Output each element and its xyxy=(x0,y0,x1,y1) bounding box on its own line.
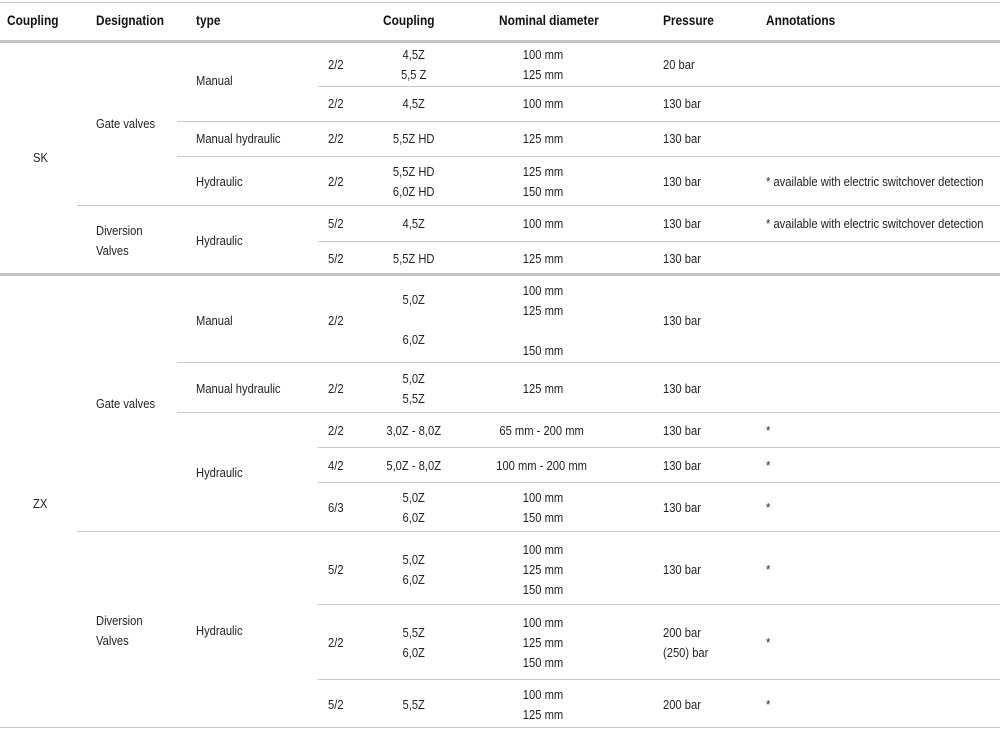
diameter-value: 150 mm xyxy=(522,510,564,525)
sk-row3-pressure: 130 bar xyxy=(663,131,701,146)
zx-row3-type: Hydraulic xyxy=(196,465,243,480)
sk-row5-diameter xyxy=(500,214,586,234)
zx-row8-coupling xyxy=(375,695,452,715)
zx-row3-pressure: 130 bar xyxy=(663,423,701,438)
header-pressure: Pressure xyxy=(663,13,714,28)
sk-row5-coupling xyxy=(375,214,452,234)
row-divider xyxy=(318,482,1000,483)
coupling-value: 5,5Z HD xyxy=(392,251,435,266)
sk-row6-pressure: 130 bar xyxy=(663,251,701,266)
diameter-value: 125 mm xyxy=(522,303,564,318)
zx-diversion-line1: Diversion xyxy=(96,613,143,628)
sk-diversion-line1: Diversion xyxy=(96,223,143,238)
zx-row1-ways: 2/2 xyxy=(328,313,344,328)
diameter-value: 125 mm xyxy=(522,707,564,722)
coupling-value: 3,0Z - 8,0Z xyxy=(386,423,442,438)
zx-row5-ways: 6/3 xyxy=(328,500,344,515)
coupling-value: 5,5Z HD xyxy=(392,131,435,146)
coupling-value: 5,0Z xyxy=(402,490,425,505)
diameter-value: 65 mm - 200 mm xyxy=(499,423,584,438)
sk-diversion-valves xyxy=(96,221,143,261)
zx-row6-diameter xyxy=(500,540,586,600)
coupling-value: 6,0Z xyxy=(402,332,425,347)
zx-row7-diameter xyxy=(500,613,586,673)
sk-row1-ways: 2/2 xyxy=(328,57,344,72)
zx-row5-annotation: * xyxy=(766,500,771,515)
coupling-value: 5,0Z xyxy=(402,552,425,567)
zx-diversion-line2: Valves xyxy=(96,633,129,648)
coupling-value: 5,0Z xyxy=(402,371,425,386)
top-border xyxy=(0,2,1000,3)
coupling-value: 5,0Z xyxy=(402,292,425,307)
header-designation: Designation xyxy=(96,13,164,28)
zx-row1-coupling xyxy=(375,290,452,350)
zx-row6-pressure: 130 bar xyxy=(663,562,701,577)
sk-row6-ways: 5/2 xyxy=(328,251,344,266)
diameter-value: 150 mm xyxy=(522,655,564,670)
zx-row2-ways: 2/2 xyxy=(328,381,344,396)
row-divider xyxy=(318,679,1000,680)
sk-row2-diameter xyxy=(500,94,586,114)
header-divider xyxy=(0,40,1000,43)
diameter-value: 125 mm xyxy=(522,635,564,650)
header-coupling: Coupling xyxy=(7,13,59,28)
sk-row3-diameter xyxy=(500,129,586,149)
zx-row5-pressure: 130 bar xyxy=(663,500,701,515)
zx-row3-ways: 2/2 xyxy=(328,423,344,438)
zx-row1-pressure: 130 bar xyxy=(663,313,701,328)
diameter-value: 125 mm xyxy=(522,164,564,179)
bottom-border xyxy=(0,727,1000,728)
zx-row8-diameter xyxy=(500,685,586,725)
zx-row4-ways: 4/2 xyxy=(328,458,344,473)
coupling-value: 4,5Z xyxy=(402,47,425,62)
header-nominal-diameter: Nominal diameter xyxy=(499,13,599,28)
sk-row4-type: Hydraulic xyxy=(196,174,243,189)
zx-row5-coupling xyxy=(375,488,452,528)
sk-row3-type: Manual hydraulic xyxy=(196,131,281,146)
coupling-value: 6,0Z HD xyxy=(392,184,435,199)
zx-row8-ways: 5/2 xyxy=(328,697,344,712)
diameter-value: 125 mm xyxy=(522,381,564,396)
zx-row7-ways: 2/2 xyxy=(328,635,344,650)
row-divider xyxy=(177,121,1000,122)
coupling-value: 4,5Z xyxy=(402,216,425,231)
sk-gate-valves: Gate valves xyxy=(96,116,156,131)
diameter-value: 125 mm xyxy=(522,131,564,146)
row-divider xyxy=(318,241,1000,242)
sk-row5-type: Hydraulic xyxy=(196,233,243,248)
zx-row6-ways: 5/2 xyxy=(328,562,344,577)
row-divider xyxy=(318,604,1000,605)
sk-coupling: SK xyxy=(33,150,48,165)
sk-row5-annotation: * available with electric switchover detection xyxy=(766,216,984,231)
zx-row7-annotation: * xyxy=(766,635,771,650)
zx-row5-diameter xyxy=(500,488,586,528)
coupling-value: 5,5Z xyxy=(402,625,425,640)
row-divider xyxy=(177,362,1000,363)
zx-row3-annotation: * xyxy=(766,423,771,438)
coupling-value: 5,5Z xyxy=(402,391,425,406)
diameter-value: 100 mm xyxy=(522,96,564,111)
diameter-value: 100 mm xyxy=(522,216,564,231)
sk-row2-coupling xyxy=(375,94,452,114)
zx-row6-type: Hydraulic xyxy=(196,623,243,638)
sk-row4-coupling xyxy=(375,162,452,202)
zx-row4-annotation: * xyxy=(766,458,771,473)
sk-row1-type: Manual xyxy=(196,73,233,88)
pressure-value: (250) bar xyxy=(663,645,709,660)
zx-row3-diameter xyxy=(490,421,593,441)
header-type: type xyxy=(196,13,221,28)
sk-row1-diameter xyxy=(500,45,586,85)
coupling-value: 6,0Z xyxy=(402,572,425,587)
sk-row5-pressure: 130 bar xyxy=(663,216,701,231)
sk-row2-ways: 2/2 xyxy=(328,96,344,111)
diameter-value: 100 mm - 200 mm xyxy=(496,458,587,473)
row-divider xyxy=(77,531,1000,532)
header-annotations: Annotations xyxy=(766,13,836,28)
row-divider xyxy=(318,86,1000,87)
sk-row2-pressure: 130 bar xyxy=(663,96,701,111)
sk-row1-coupling xyxy=(375,45,452,85)
header-coupling-size: Coupling xyxy=(383,13,435,28)
coupling-value: 5,5 Z xyxy=(400,67,427,82)
zx-row8-pressure: 200 bar xyxy=(663,697,701,712)
diameter-value: 150 mm xyxy=(522,343,564,358)
sk-row1-pressure: 20 bar xyxy=(663,57,695,72)
zx-row6-coupling xyxy=(375,550,452,590)
zx-gate-valves: Gate valves xyxy=(96,396,156,411)
zx-row2-coupling xyxy=(375,369,452,409)
diameter-value: 100 mm xyxy=(522,615,564,630)
row-divider xyxy=(177,156,1000,157)
diameter-value: 100 mm xyxy=(522,283,564,298)
row-divider xyxy=(318,447,1000,448)
zx-row4-diameter xyxy=(490,456,593,476)
coupling-value: 5,0Z - 8,0Z xyxy=(386,458,442,473)
sk-row3-coupling xyxy=(375,129,452,149)
zx-row2-pressure: 130 bar xyxy=(663,381,701,396)
zx-row1-type: Manual xyxy=(196,313,233,328)
zx-diversion-valves xyxy=(96,611,143,651)
sk-row6-coupling xyxy=(375,249,452,269)
pressure-value: 200 bar xyxy=(663,625,701,640)
diameter-value: 150 mm xyxy=(522,184,564,199)
section-divider xyxy=(0,273,1000,276)
diameter-value: 100 mm xyxy=(522,47,564,62)
sk-row4-ways: 2/2 xyxy=(328,174,344,189)
zx-row2-type: Manual hydraulic xyxy=(196,381,281,396)
diameter-value: 125 mm xyxy=(522,562,564,577)
sk-row4-pressure: 130 bar xyxy=(663,174,701,189)
row-divider xyxy=(177,412,1000,413)
coupling-value: 5,5Z xyxy=(402,697,425,712)
diameter-value: 100 mm xyxy=(522,542,564,557)
diameter-value: 150 mm xyxy=(522,582,564,597)
zx-row6-annotation: * xyxy=(766,562,771,577)
zx-row7-pressure xyxy=(663,623,708,663)
sk-row4-diameter xyxy=(500,162,586,202)
diameter-value: 100 mm xyxy=(522,490,564,505)
zx-coupling: ZX xyxy=(33,496,48,511)
diameter-value: 125 mm xyxy=(522,67,564,82)
sk-row5-ways: 5/2 xyxy=(328,216,344,231)
sk-row3-ways: 2/2 xyxy=(328,131,344,146)
zx-row1-diameter xyxy=(500,281,586,361)
coupling-value: 6,0Z xyxy=(402,510,425,525)
zx-row7-coupling xyxy=(375,623,452,663)
sk-diversion-line2: Valves xyxy=(96,243,129,258)
zx-row4-pressure: 130 bar xyxy=(663,458,701,473)
sk-row4-annotation: * available with electric switchover detection xyxy=(766,174,984,189)
coupling-value: 6,0Z xyxy=(402,645,425,660)
coupling-value: 5,5Z HD xyxy=(392,164,435,179)
zx-row3-coupling xyxy=(375,421,452,441)
zx-row2-diameter xyxy=(500,379,586,399)
diameter-value: 125 mm xyxy=(522,251,564,266)
zx-row8-annotation: * xyxy=(766,697,771,712)
coupling-value: 4,5Z xyxy=(402,96,425,111)
row-divider xyxy=(77,205,1000,206)
zx-row4-coupling xyxy=(375,456,452,476)
diameter-value: 100 mm xyxy=(522,687,564,702)
sk-row6-diameter xyxy=(500,249,586,269)
